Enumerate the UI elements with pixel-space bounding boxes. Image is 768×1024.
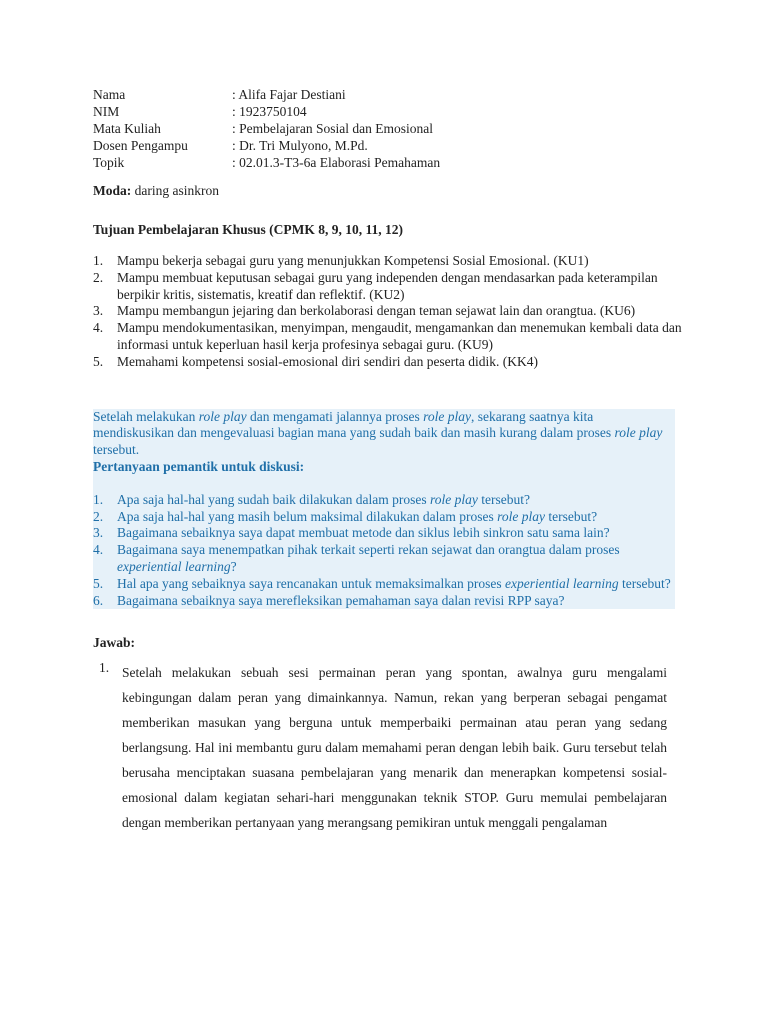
question-italic: experiential learning: [505, 575, 619, 591]
question-text: [117, 509, 597, 526]
item-number: 4.: [93, 320, 104, 336]
intro-text: , sekarang saatnya kita mendiskusikan dan mengevaluasi bagian mana yang sudah baik dan masih kurang dalam proses: [93, 408, 615, 441]
discussion-box: [93, 409, 675, 610]
question-part: Apa saja hal-hal yang sudah baik dilakukan dalam proses: [117, 491, 431, 507]
question-part: ?: [230, 558, 237, 574]
answer-item: [93, 660, 683, 835]
item-number: 1.: [93, 491, 104, 507]
identity-label: NIM: [93, 104, 120, 119]
answer-text: Setelah melakukan sebuah sesi permainan peran yang spontan, awalnya guru mengalami kebingungan dalam peran yang dimainkannya. Namun, rekan yang berperan sebagai pengamat memberikan masukan yang berguna untuk memperbaiki permainan atau peran yang sedang berlangsung. Hal ini membantu guru dalam memahami peran dengan lebih baik. Guru tersebut telah berusaha menciptakan suasana pembelajaran yang menarik dan menerapkan kompetensi sosial-emosional dalam kegiatan sehari-hari menggunakan teknik STOP. Guru memulai pembelajaran dengan memberikan pertanyaan yang merangsang pemikiran untuk menggali pengalaman: [122, 665, 667, 831]
discussion-intro: [93, 409, 675, 459]
intro-text: tersebut.: [93, 442, 140, 458]
identity-row-topik: [93, 154, 683, 171]
objective-text: Mampu membangun jejaring dan berkolaborasi dengan teman sejawat lain dan orangtua. (KU6): [117, 303, 636, 319]
objective-item: [93, 303, 683, 320]
identity-label: Dosen Pengampu: [93, 138, 188, 153]
intro-italic: role play: [423, 408, 472, 424]
identity-row-dosen: [93, 137, 683, 154]
identity-row-nama: [93, 86, 683, 103]
objective-item: [93, 320, 683, 354]
question-italic: role play: [430, 491, 478, 507]
identity-value: : 02.01.3-T3-6a Elaborasi Pemahaman: [232, 155, 441, 170]
identity-table: [93, 86, 683, 171]
moda-label: Moda:: [93, 183, 132, 198]
questions-list: [93, 492, 675, 610]
question-item: [93, 593, 675, 610]
identity-row-mata-kuliah: [93, 120, 683, 137]
item-number: 3.: [93, 303, 104, 319]
identity-label: Mata Kuliah: [93, 121, 161, 136]
objective-text: Mampu mendokumentasikan, menyimpan, mengaudit, mengamankan dan menemukan kembali data dan informasi untuk keperluan hasil kerja profesinya sebagai guru. (KU9): [117, 320, 682, 352]
objective-text: Mampu membuat keputusan sebagai guru yang independen dengan mendasarkan pada keterampilan berpikir kritis, sistematis, kreatif dan reflektif. (KU2): [117, 269, 658, 302]
question-text: [117, 542, 675, 576]
moda-line: [93, 182, 683, 199]
question-item: [93, 509, 675, 526]
identity-value: : Alifa Fajar Destiani: [232, 87, 346, 102]
question-part: tersebut?: [545, 508, 598, 524]
question-item: [93, 492, 675, 509]
objective-item: [93, 253, 683, 270]
item-number: 5.: [93, 353, 104, 369]
objective-item: [93, 354, 683, 371]
question-italic: experiential learning: [117, 558, 231, 574]
objectives-list: [93, 253, 683, 371]
tujuan-heading: Tujuan Pembelajaran Khusus (CPMK 8, 9, 10, 11, 12): [93, 222, 404, 237]
question-item: [93, 525, 675, 542]
item-number: 5.: [93, 575, 104, 591]
identity-value: : Dr. Tri Mulyono, M.Pd.: [232, 138, 368, 153]
moda-value: daring asinkron: [134, 183, 219, 198]
question-italic: role play: [497, 508, 546, 524]
item-number: 2.: [93, 269, 104, 285]
intro-text: Setelah melakukan: [93, 408, 199, 424]
question-text: [117, 525, 610, 542]
item-number: 6.: [93, 592, 104, 608]
question-part: tersebut?: [477, 491, 531, 507]
intro-italic: role play: [614, 425, 663, 441]
questions-heading: Pertanyaan pemantik untuk diskusi:: [93, 458, 305, 474]
question-text: [117, 593, 564, 610]
question-part: Bagaimana sebaiknya saya dapat membuat metode dan siklus lebih sinkron satu sama lain?: [117, 525, 610, 541]
question-part: Hal apa yang sebaiknya saya rencanakan untuk memaksimalkan proses: [117, 575, 505, 591]
item-number: 1.: [99, 660, 110, 676]
item-number: 4.: [93, 542, 104, 558]
question-part: Apa saja hal-hal yang masih belum maksimal dilakukan dalam proses: [117, 508, 498, 524]
item-number: 2.: [93, 508, 104, 524]
identity-value: : 1923750104: [232, 104, 307, 119]
objective-item: [93, 270, 683, 304]
objective-text: Memahami kompetensi sosial-emosional diri sendiri dan peserta didik. (KK4): [117, 353, 539, 369]
intro-text: dan mengamati jalannya proses: [246, 408, 424, 424]
question-item: [93, 542, 675, 576]
identity-label: Nama: [93, 87, 126, 102]
identity-value: : Pembelajaran Sosial dan Emosional: [232, 121, 433, 136]
question-part: tersebut?: [618, 575, 671, 591]
objective-text: Mampu bekerja sebagai guru yang menunjukkan Kompetensi Sosial Emosional. (KU1): [117, 253, 589, 268]
jawab-heading: Jawab:: [93, 635, 136, 651]
question-text: [117, 492, 530, 509]
identity-row-nim: [93, 103, 683, 120]
item-number: 3.: [93, 525, 104, 541]
intro-italic: role play: [198, 408, 247, 424]
question-part: Bagaimana saya menempatkan pihak terkait seperti rekan sejawat dan orangtua dalam proses: [117, 542, 620, 558]
question-text: [117, 576, 671, 593]
identity-label: Topik: [93, 155, 125, 170]
question-part: Bagaimana sebaiknya saya merefleksikan pemahaman saya dalan revisi RPP saya?: [117, 592, 565, 608]
item-number: 1.: [93, 253, 104, 268]
question-item: [93, 576, 675, 593]
document-page: [93, 86, 683, 835]
